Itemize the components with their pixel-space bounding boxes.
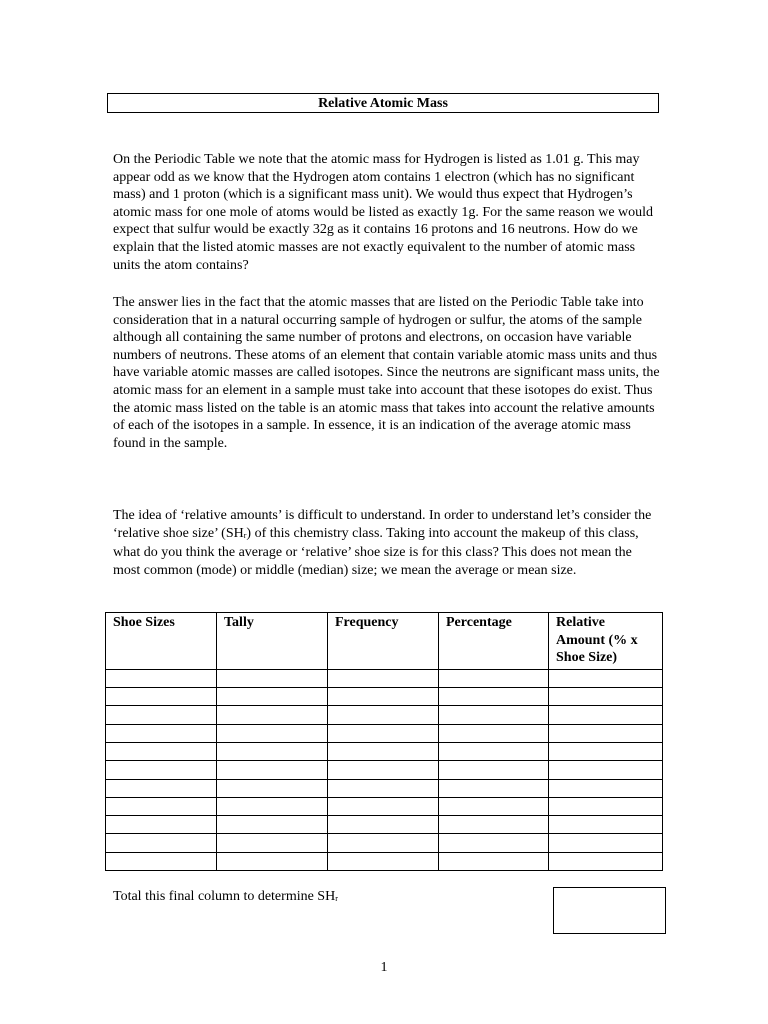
- table-cell[interactable]: [217, 797, 328, 815]
- table-row: [106, 816, 663, 834]
- header-frequency: Frequency: [328, 613, 439, 670]
- shoe-size-table: [105, 612, 663, 871]
- table-header-row: [106, 613, 663, 670]
- table-cell[interactable]: [328, 816, 439, 834]
- table-row: [106, 724, 663, 742]
- table-cell[interactable]: [106, 669, 217, 687]
- table-cell[interactable]: [328, 797, 439, 815]
- header-tally: Tally: [217, 613, 328, 670]
- table-cell[interactable]: [106, 761, 217, 779]
- table-cell[interactable]: [549, 852, 663, 870]
- table-cell[interactable]: [106, 779, 217, 797]
- intro-paragraph: On the Periodic Table we note that the atomic mass for Hydrogen is listed as 1.01 g. This may appear odd as we know that the Hydrogen atom contains 1 electron (which has no significant mass) and 1 proton (which is a significant mass unit). We would thus expect that Hydrogen’s atomic mass for one mole of atoms would be listed as exactly 1g. For the same reason we would expect that sulfur would be exactly 32g as it contains 16 protons and 16 neutrons. How do we explain that the listed atomic masses are not exactly equivalent to the number of atomic mass units the atom contains?: [113, 152, 654, 273]
- table-row: [106, 761, 663, 779]
- table-cell[interactable]: [549, 779, 663, 797]
- table-cell[interactable]: [328, 706, 439, 724]
- table-cell[interactable]: [328, 669, 439, 687]
- table-cell[interactable]: [328, 742, 439, 760]
- table-cell[interactable]: [328, 724, 439, 742]
- table-cell[interactable]: [549, 706, 663, 724]
- table-cell[interactable]: [217, 688, 328, 706]
- table-cell[interactable]: [217, 779, 328, 797]
- header-percentage: Percentage: [439, 613, 549, 670]
- table-cell[interactable]: [217, 706, 328, 724]
- table-cell[interactable]: [439, 816, 549, 834]
- table-cell[interactable]: [439, 669, 549, 687]
- table-cell[interactable]: [439, 852, 549, 870]
- table-row: [106, 688, 663, 706]
- table-cell[interactable]: [217, 742, 328, 760]
- table-cell[interactable]: [217, 816, 328, 834]
- table-cell[interactable]: [439, 742, 549, 760]
- page-title: Relative Atomic Mass: [107, 93, 659, 113]
- table-cell[interactable]: [328, 779, 439, 797]
- table-row: [106, 779, 663, 797]
- table-cell[interactable]: [439, 779, 549, 797]
- table-cell[interactable]: [106, 742, 217, 760]
- page-number: 1: [380, 960, 388, 975]
- table-cell[interactable]: [439, 724, 549, 742]
- table-cell[interactable]: [328, 688, 439, 706]
- table-cell[interactable]: [439, 688, 549, 706]
- table-cell[interactable]: [439, 797, 549, 815]
- shoe-size-text-b: ) of this chemistry class. Taking into account the makeup of this class, what do you think the average or ‘relative’ shoe size is for this class? This does not mean the most common (mode) or middle (median) size; we mean the average or mean size.: [113, 525, 639, 578]
- table-cell[interactable]: [549, 761, 663, 779]
- table-cell[interactable]: [439, 834, 549, 852]
- table-cell[interactable]: [217, 834, 328, 852]
- table-row: [106, 834, 663, 852]
- table-cell[interactable]: [549, 816, 663, 834]
- table-row: [106, 706, 663, 724]
- table-cell[interactable]: [106, 724, 217, 742]
- isotopes-paragraph: The answer lies in the fact that the atomic masses that are listed on the Periodic Table take into consideration that in a natural occurring sample of hydrogen or sulfur, the atoms of the sample although all containing the same number of protons and electrons, on occasion have variable numbers of neutrons. These atoms of an element that contain variable atomic mass units and thus have variable atomic masses are called isotopes. Since the neutrons are significant mass units, the atomic mass for an element in a sample must take into account that these isotopes do exist. Thus the atomic mass listed on the table is an atomic mass that takes into account the relative amounts of each of the isotopes in a sample. In essence, it is an indication of the average atomic mass found in the sample.: [113, 295, 660, 451]
- table-cell[interactable]: [549, 669, 663, 687]
- total-instruction-subscript: r: [335, 894, 338, 903]
- table-row: [106, 669, 663, 687]
- total-answer-box[interactable]: [553, 887, 666, 934]
- shoe-size-paragraph: [113, 507, 661, 579]
- shoe-size-subscript: r: [243, 530, 247, 540]
- table-cell[interactable]: [439, 706, 549, 724]
- header-shoe-sizes: Shoe Sizes: [106, 613, 217, 670]
- shoe-size-text-a: The idea of ‘relative amounts’ is difficult to understand. In order to understand let’s consider the ‘relative shoe size’ (SH: [113, 508, 652, 541]
- table-cell[interactable]: [549, 688, 663, 706]
- table-cell[interactable]: [106, 834, 217, 852]
- table-row: [106, 797, 663, 815]
- table-cell[interactable]: [106, 688, 217, 706]
- total-instruction: [113, 888, 338, 907]
- table-cell[interactable]: [217, 761, 328, 779]
- total-instruction-text: Total this final column to determine SH: [113, 889, 336, 904]
- table-cell[interactable]: [106, 816, 217, 834]
- table-body: [106, 669, 663, 870]
- table-cell[interactable]: [328, 852, 439, 870]
- table-cell[interactable]: [549, 797, 663, 815]
- table-cell[interactable]: [217, 669, 328, 687]
- table-cell[interactable]: [439, 761, 549, 779]
- table-row: [106, 742, 663, 760]
- table-cell[interactable]: [217, 724, 328, 742]
- table-cell[interactable]: [217, 852, 328, 870]
- header-relative-amount: Relative Amount (% x Shoe Size): [549, 613, 663, 670]
- table-row: [106, 852, 663, 870]
- table-cell[interactable]: [549, 834, 663, 852]
- table-cell[interactable]: [106, 706, 217, 724]
- table-cell[interactable]: [328, 761, 439, 779]
- table-cell[interactable]: [549, 724, 663, 742]
- table-cell[interactable]: [549, 742, 663, 760]
- table-cell[interactable]: [328, 834, 439, 852]
- table-cell[interactable]: [106, 852, 217, 870]
- table-cell[interactable]: [106, 797, 217, 815]
